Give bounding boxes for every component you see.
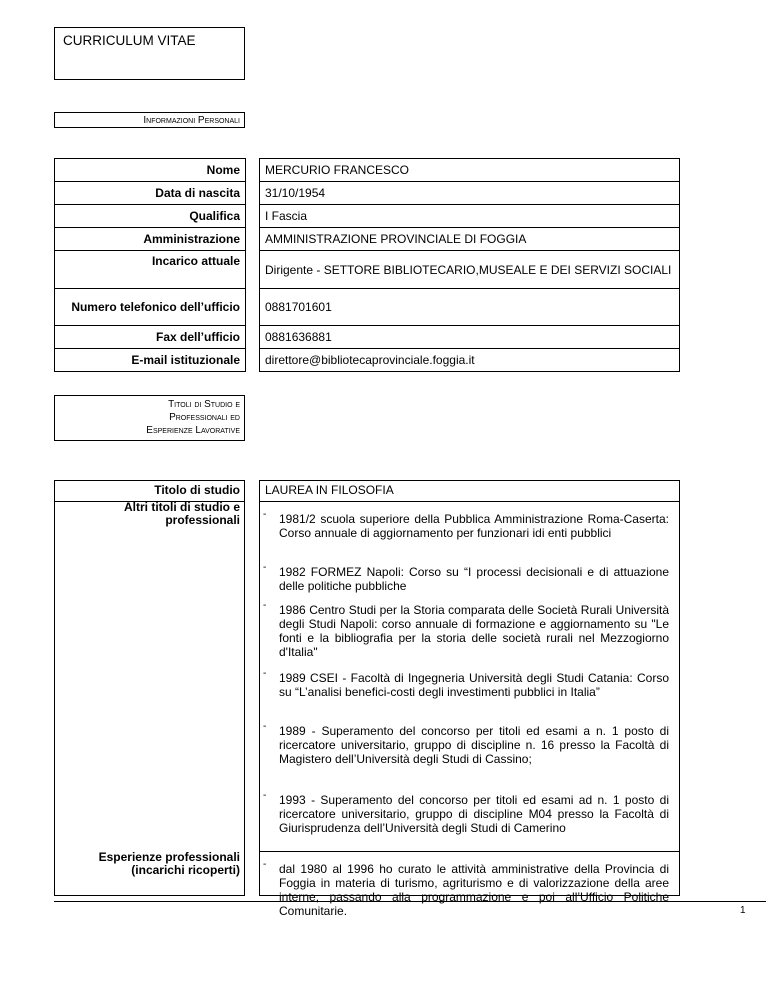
list-item: - dal 1980 al 1996 ho curato le attività amministrative della Provincia di Foggia in materia di turismo, agriturismo e di valorizzazione della aree interne, passando alla programmazione e poi all’Ufficio Politiche Comunitarie.	[263, 859, 669, 918]
altri-titoli-label: Altri titoli di studio e professionali	[124, 500, 240, 527]
altri-item-4: 1989 CSEI - Facoltà di Ingegneria Università degli Studi Catania: Corso su “L’analisi benefici-costi degli investimenti pubblici in Italia”	[279, 671, 669, 699]
fax-label: Fax dell’ufficio	[55, 326, 246, 349]
altri-item-1: 1981/2 scuola superiore della Pubblica Amministrazione Roma-Caserta: Corso annuale di aggiornamento per funzionari idi enti pubblici	[279, 512, 669, 540]
section-personal-info	[54, 112, 245, 128]
footer-divider	[54, 901, 766, 902]
altri-item-3: 1986 Centro Studi per la Storia comparata delle Società Rurali Università degli Studi Napoli: corso annuale di formazione e aggiornamento su "Le fonti e la bibliografia per la storia delle società rurali nel Mezzogiorno d'Italia"	[279, 603, 669, 659]
titolo-label: Titolo di studio	[154, 483, 240, 497]
section-studies	[54, 395, 245, 441]
personal-row-amministrazione	[55, 228, 680, 251]
personal-row-birthdate	[55, 182, 680, 205]
name-label: Nome	[55, 159, 246, 182]
incarico-label: Incarico attuale	[55, 251, 246, 289]
personal-row-email	[55, 349, 680, 372]
name-value: MERCURIO FRANCESCO	[260, 159, 680, 182]
cv-title: CURRICULUM VITAE	[63, 33, 196, 48]
section-studies-line1: Titoli di Studio e	[168, 399, 240, 410]
list-item: - 1989 CSEI - Facoltà di Ingegneria Università degli Studi Catania: Corso su “L’analisi benefici-costi degli investimenti pubblici in Italia”	[263, 668, 669, 699]
telefono-value: 0881701601	[260, 289, 680, 326]
altri-item-5: 1989 - Superamento del concorso per titoli ed esami a n. 1 posto di ricercatore universitario, gruppo di discipline n. 16 presso la Facoltà di Magistero dell’Università degli Studi di Cassino;	[279, 724, 669, 766]
amministrazione-value: AMMINISTRAZIONE PROVINCIALE DI FOGGIA	[260, 228, 680, 251]
personal-row-telefono	[55, 289, 680, 326]
amministrazione-label: Amministrazione	[55, 228, 246, 251]
incarico-value: Dirigente - SETTORE BIBLIOTECARIO,MUSEALE E DEI SERVIZI SOCIALI	[260, 251, 680, 289]
altri-item-6: 1993 - Superamento del concorso per titoli ed esami ad n. 1 posto di ricercatore universitario, gruppo di discipline M04 presso la Facoltà di Giurisprudenza dell’Università degli Studi di Camerino	[279, 793, 669, 835]
personal-row-fax	[55, 326, 680, 349]
personal-row-name	[55, 159, 680, 182]
list-item: - 1982 FORMEZ Napoli: Corso su “I processi decisionali e di attuazione delle politiche pubbliche	[263, 562, 669, 593]
cv-title-box	[54, 27, 245, 80]
studies-values-column	[259, 480, 680, 918]
section-studies-line2: Professionali ed	[169, 412, 240, 423]
personal-row-qualifica	[55, 205, 680, 228]
birthdate-label: Data di nascita	[55, 182, 246, 205]
studies-labels-column	[54, 480, 245, 896]
list-item: - 1986 Centro Studi per la Storia comparata delle Società Rurali Università degli Studi Napoli: corso annuale di formazione e aggiornamento su "Le fonti e la bibliografia per la storia delle società rurali nel Mezzogiorno d'Italia"	[263, 600, 669, 659]
list-item: - 1993 - Superamento del concorso per titoli ed esami ad n. 1 posto di ricercatore universitario, gruppo di discipline M04 presso la Facoltà di Giurisprudenza dell’Università degli Studi di Camerino	[263, 790, 669, 835]
section-studies-line3: Esperienze Lavorative	[146, 425, 240, 436]
birthdate-value: 31/10/1954	[260, 182, 680, 205]
titolo-value: LAUREA IN FILOSOFIA	[265, 483, 394, 497]
qualifica-label: Qualifica	[55, 205, 246, 228]
fax-value: 0881636881	[260, 326, 680, 349]
section-personal-label: Informazioni Personali	[143, 115, 240, 126]
page-number: 1	[740, 905, 746, 916]
esperienze-label: Esperienze professionali (incarichi ricoperti)	[98, 850, 240, 877]
list-item: - 1981/2 scuola superiore della Pubblica Amministrazione Roma-Caserta: Corso annuale di aggiornamento per funzionari idi enti pubblici	[263, 509, 669, 540]
email-label: E-mail istituzionale	[55, 349, 246, 372]
qualifica-value: I Fascia	[260, 205, 680, 228]
esperienze-item-1: dal 1980 al 1996 ho curato le attività amministrative della Provincia di Foggia in materia di turismo, agriturismo e di valorizzazione della aree interne, passando alla programmazione e poi all’Ufficio Politiche Comunitarie.	[279, 862, 669, 918]
email-value: direttore@bibliotecaprovinciale.foggia.it	[260, 349, 680, 372]
personal-info-table	[54, 158, 680, 372]
altri-item-2: 1982 FORMEZ Napoli: Corso su “I processi decisionali e di attuazione delle politiche pubbliche	[279, 565, 669, 593]
personal-row-incarico	[55, 251, 680, 289]
list-item: - 1989 - Superamento del concorso per titoli ed esami a n. 1 posto di ricercatore universitario, gruppo di discipline n. 16 presso la Facoltà di Magistero dell’Università degli Studi di Cassino;	[263, 721, 669, 766]
telefono-label: Numero telefonico dell’ufficio	[55, 289, 246, 326]
